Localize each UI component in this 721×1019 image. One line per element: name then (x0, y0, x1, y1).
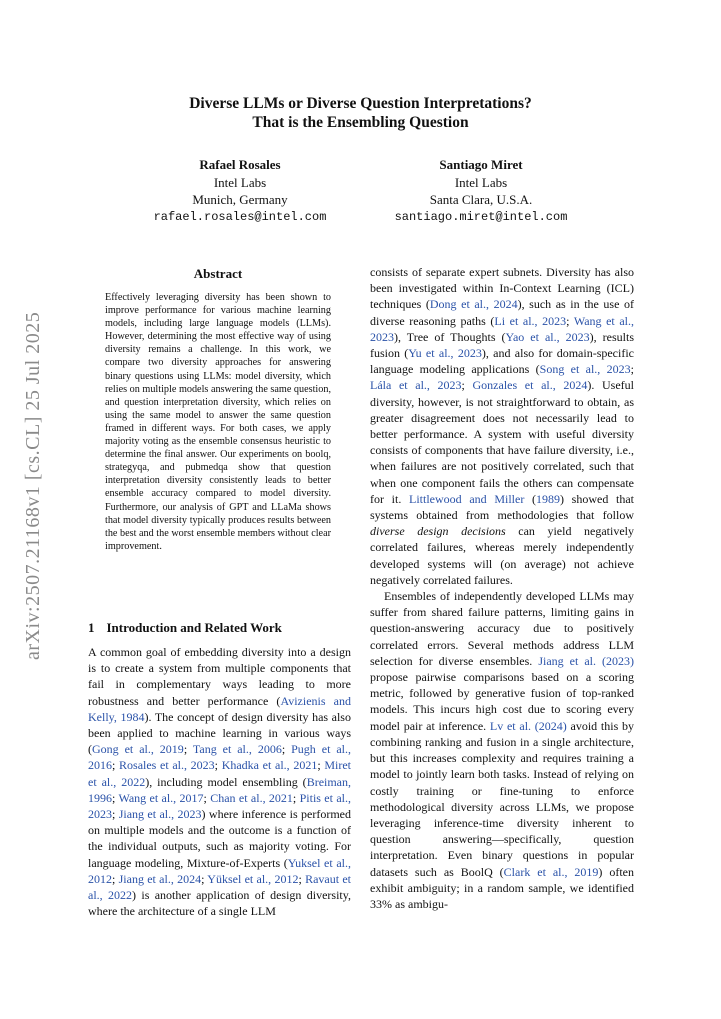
citation-link[interactable]: Yao et al., 2023 (505, 329, 590, 344)
title-line-2: That is the Ensembling Question (252, 114, 469, 131)
citation-link[interactable]: Breiman, 1996 (88, 774, 352, 805)
citation-link[interactable]: Gong et al., 2019 (92, 742, 184, 757)
citation-link[interactable]: Pitis et al., 2023 (88, 790, 351, 822)
author-affiliation: Intel Labs (213, 174, 267, 190)
citation-link[interactable]: Dong et al., 2024 (429, 297, 518, 312)
citation-link[interactable]: Littlewood and Miller (409, 491, 525, 506)
author-block-2 (351, 156, 611, 226)
abstract-text: Effectively leveraging diversity has been shown to improve performance for various machine learning models, including large language models (LLMs). However, determining the most effective way of using diversity remains a challenge. In this work, we compare two diversity approaches for answering binary questions using LLMs: model diversity, which relies on multiple models answering the same question, and question interpretation diversity, which relies on using the same model to answer the same question framed in different ways. For both cases, we apply majority voting as the ensemble consensus heuristic to determine the final answer. Our experiments on boolq, strategyqa, and pubmedqa show that question interpretation diversity consistently leads to better ensemble accuracy compared to model diversity. Furthermore, our analysis of GPT and LLaMa shows that model diversity typically produces results between the best and the worst ensemble members without clear improvement. (105, 292, 331, 552)
abstract-heading: Abstract (193, 266, 243, 281)
citation-link[interactable]: Rosales et al., 2023 (119, 758, 215, 773)
citation-link[interactable]: Avizienis and Kelly, 1984 (88, 693, 351, 724)
citation-link[interactable]: Yu et al., 2023 (408, 346, 482, 361)
citation-link[interactable]: Jiang et al., 2024 (118, 871, 202, 886)
author-affiliation: Intel Labs (454, 174, 508, 190)
citation-link[interactable]: Jiang et al., 2023 (118, 807, 202, 822)
citation-link[interactable]: Li et al., 2023 (494, 313, 567, 328)
arxiv-side-label: arXiv:2507.21168v1 [cs.CL] 25 Jul 2025 (22, 311, 44, 660)
section-number: 1 (88, 620, 95, 635)
citation-link[interactable]: Clark et al., 2019 (503, 864, 599, 879)
citation-link[interactable]: Khadka et al., 2021 (221, 758, 318, 773)
citation-link[interactable]: Lv et al. (2024) (489, 718, 567, 733)
citation-link[interactable]: Chan et al., 2021 (210, 790, 293, 805)
citation-link[interactable]: Pugh et al., 2016 (88, 742, 351, 773)
citation-link[interactable]: Lála et al., 2023 (370, 378, 462, 393)
author-name: Rafael Rosales (199, 157, 281, 172)
author-block-1 (110, 156, 370, 226)
title-line-1: Diverse LLMs or Diverse Question Interpretations? (189, 95, 532, 112)
citation-link[interactable]: Ravaut et al., 2022 (88, 871, 352, 903)
citation-link[interactable]: Wang et al., 2023 (370, 313, 635, 344)
author-email[interactable]: rafael.rosales@intel.com (153, 209, 327, 224)
intro-paragraph-3: Ensembles of independently developed LLMs may suffer from shared failure patterns, limiting gains in question-answering accuracy due to positively correlated errors. Several methods address LLM selection for diverse ensembles. Jiang et al. (2023) propose pairwise comparisons based on a scoring metric, followed by generative fusion of top-ranked models. This incurs high cost due to scoring every model pair at inference. Lv et al. (2024) avoid this by combining ranking and fusion in a single architecture, but this increases complexity and requires training a model to jointly learn both tasks. Instead of relying on costly training or fine-tuning to enforce methodological diversity across LLMs, we propose leveraging inference-time diversity inherent to question answering—specifically, question interpretation. Even binary questions in popular datasets such as BoolQ (Clark et al., 2019) often exhibit ambiguity; in a random sample, we identified 33% as ambigu- (370, 589, 634, 911)
section-heading (88, 620, 282, 636)
intro-paragraph-1: A common goal of embedding diversity into a design is to create a system from multiple components that fail in complementary ways leading to more robustness and better performance (Avizienis and Kelly, 1984). The concept of design diversity has also been applied to machine learning in various ways (Gong et al., 2019; Tang et al., 2006; Pugh et al., 2016; Rosales et al., 2023; Khadka et al., 2021; Miret et al., 2022), including model ensembling (Breiman, 1996; Wang et al., 2017; Chan et al., 2021; Pitis et al., 2023; Jiang et al., 2023) where inference is performed on multiple models and the outcome is a function of the individual outputs, such as majority voting. For language modeling, Mixture-of-Experts (Yuksel et al., 2012; Jiang et al., 2024; Yüksel et al., 2012; Ravaut et al., 2022) is another application of design diversity, where the architecture of a single LLM (88, 645, 352, 919)
citation-link[interactable]: Tang et al., 2006 (192, 742, 282, 757)
citation-link[interactable]: Jiang et al. (2023) (538, 653, 634, 668)
left-column-body (88, 644, 351, 919)
intro-paragraph-2: consists of separate expert subnets. Diversity has also been investigated within In-Context Learning (ICL) techniques (Dong et al., 2024), such as in the use of diverse reasoning paths (Li et al., 2023; Wang et al., 2023), Tree of Thoughts (Yao et al., 2023), results fusion (Yu et al., 2023), and also for domain-specific language modeling applications (Song et al., 2023; Lála et al., 2023; Gonzales et al., 2024). Useful diversity, however, is not straightforward to obtain, as greater disagreement does not necessarily lead to better performance. A system with useful diversity consists of components that have failure diversity, i.e., when failures are not positively correlated, such that when one component fails the others can compensate for it. Littlewood and Miller (1989) showed that systems obtained from methodologies that follow diverse design decisions can yield negatively correlated failures, whereas merely independently developed systems will (on average) not achieve negatively correlated failures. (370, 265, 635, 587)
right-column-body (370, 264, 634, 912)
citation-link[interactable]: Yuksel et al., 2012 (88, 855, 351, 886)
citation-link[interactable]: Wang et al., 2017 (118, 790, 204, 805)
author-location: Santa Clara, U.S.A. (429, 192, 533, 207)
section-title: Introduction and Related Work (106, 620, 282, 635)
citation-link[interactable]: Miret et al., 2022 (88, 758, 352, 789)
author-name: Santiago Miret (439, 157, 523, 172)
citation-link[interactable]: 1989 (536, 491, 560, 506)
citation-link[interactable]: Gonzales et al., 2024 (472, 378, 588, 393)
author-location: Munich, Germany (192, 192, 288, 207)
citation-link[interactable]: Song et al., 2023 (539, 362, 631, 377)
emphasized-text: diverse design decisions (370, 524, 506, 539)
paper-title (60, 94, 661, 132)
author-email[interactable]: santiago.miret@intel.com (394, 209, 568, 224)
citation-link[interactable]: Yüksel et al., 2012 (207, 871, 299, 886)
